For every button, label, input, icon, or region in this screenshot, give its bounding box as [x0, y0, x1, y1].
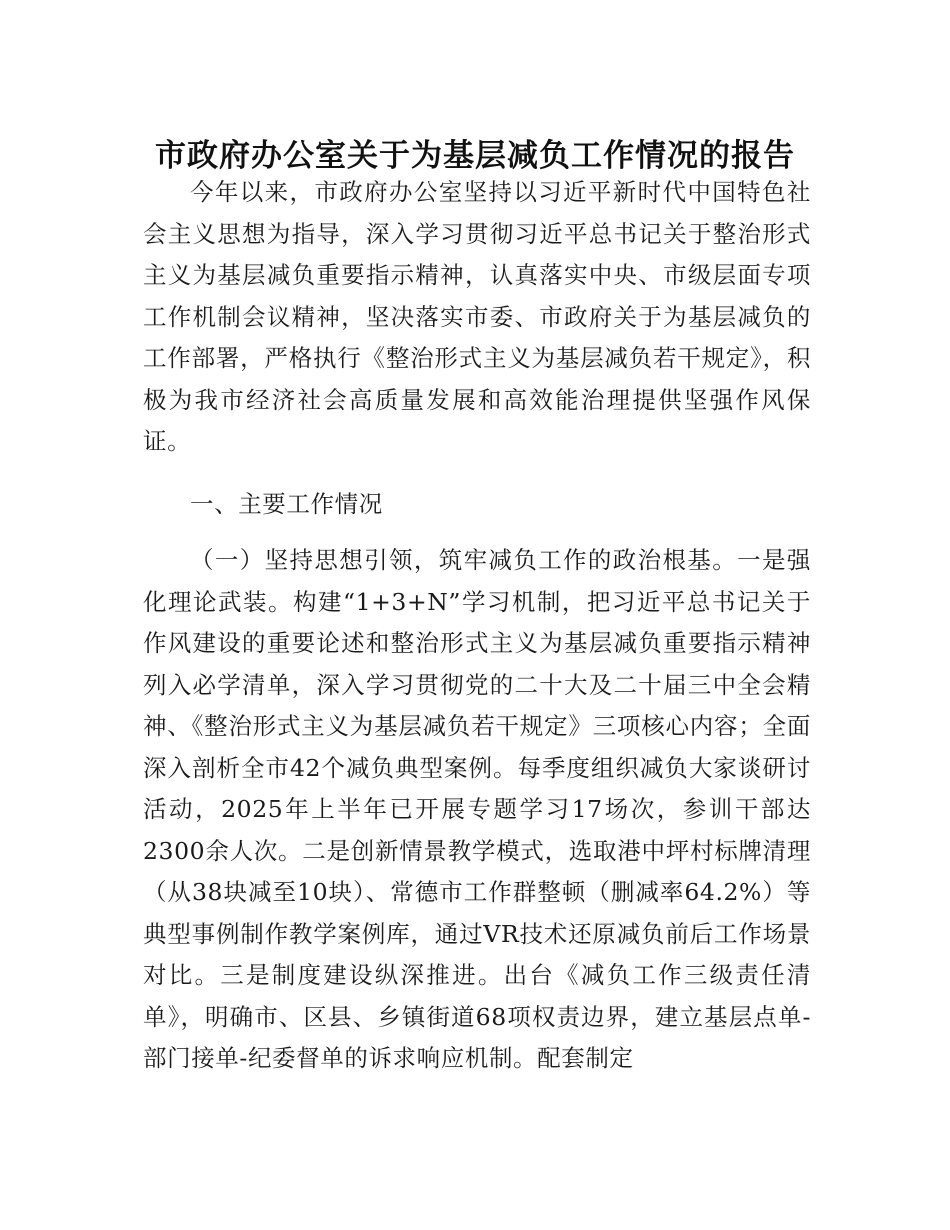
section-heading: 一、主要工作情况 — [190, 490, 383, 518]
document-title: 市政府办公室关于为基层减负工作情况的报告 — [155, 137, 795, 174]
body-paragraph: （一）坚持思想引领，筑牢减负工作的政治根基。一是强化理论武装。构建“1+3+N”学习机制，把习近平总书记关于作风建设的重要论述和整治形式主义为基层减负重要指示精神列入必学清单，深入学习贯彻党的二十大及二十届三中全会精神、《整治形式主义为基层减负若干规定》三项核心内容；全面深入剖析全市42个减负典型案例。每季度组织减负大家谈研讨活动，2025年上半年已开展专题学习17场次，参训干部达2300余人次。二是创新情景教学模式，选取港中坪村标牌清理（从38块减至10块）、常德市工作群整顿（删减率64.2%）等典型事例制作教学案例库，通过VR技术还原减负前后工作场景对比。三是制度建设纵深推进。出台《减负工作三级责任清单》，明确市、区县、乡镇街道68项权责边界，建立基层点单-部门接单-纪委督单的诉求响应机制。配套制定 — [143, 546, 811, 1072]
intro-paragraph: 今年以来，市政府办公室坚持以习近平新时代中国特色社会主义思想为指导，深入学习贯彻习近平总书记关于整治形式主义为基层减负重要指示精神，认真落实中央、市级层面专项工作机制会议精神，坚决落实市委、市政府关于为基层减负的工作部署，严格执行《整治形式主义为基层减负若干规定》，积极为我市经济社会高质量发展和高效能治理提供坚强作风保证。 — [143, 178, 811, 455]
